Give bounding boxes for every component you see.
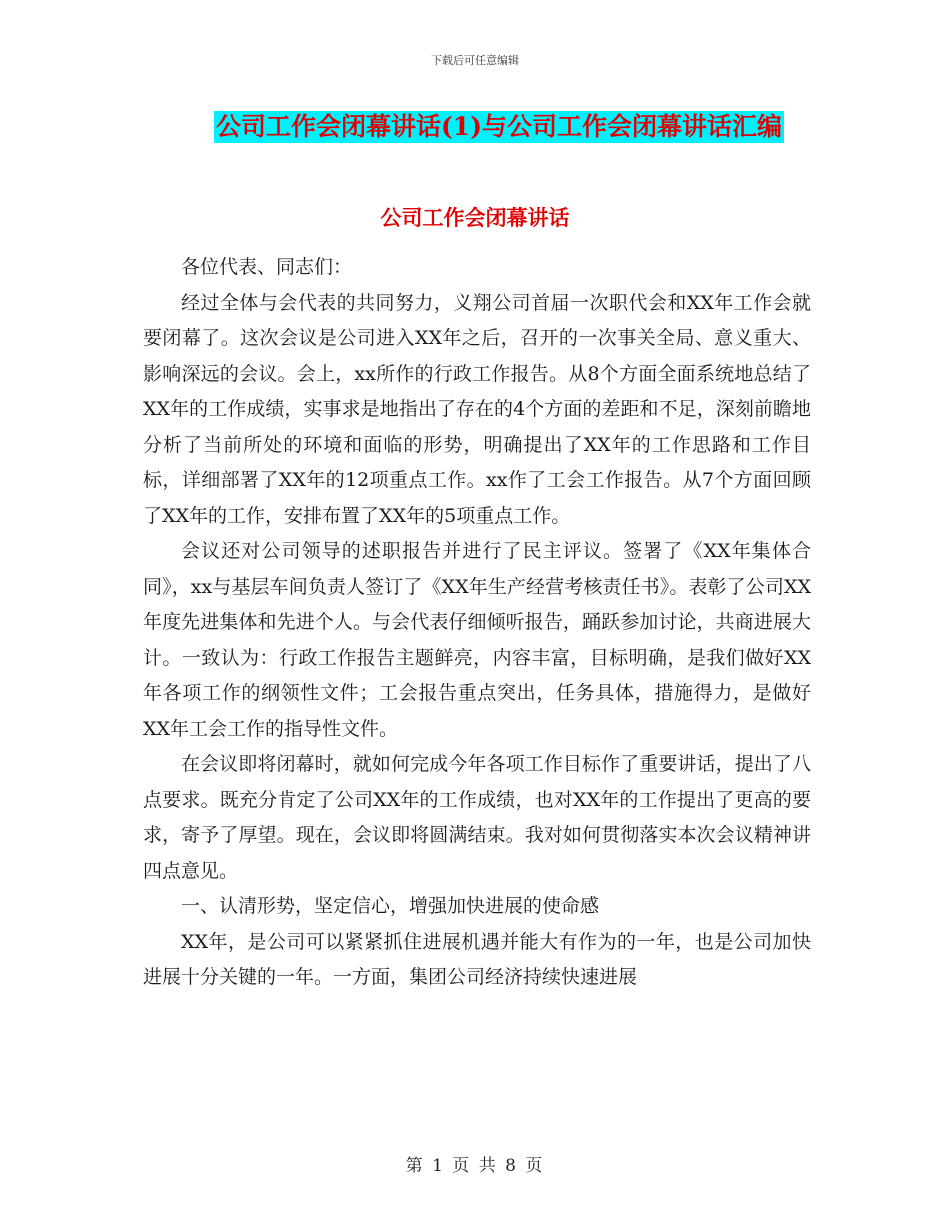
document-body bbox=[143, 250, 811, 996]
paragraph: XX年，是公司可以紧紧抓住进展机遇并能大有作为的一年，也是公司加快进展十分关键的一年。一方面，集团公司经济持续快速进展 bbox=[143, 930, 811, 988]
paragraph: 在会议即将闭幕时，就如何完成今年各项工作目标作了重要讲话，提出了八点要求。既充分肯定了公司XX年的工作成绩，也对XX年的工作提出了更高的要求，寄予了厚望。现在，会议即将圆满结束。我对如何贯彻落实本次会议精神讲四点意见。 bbox=[143, 753, 811, 882]
main-title-container bbox=[0, 111, 950, 143]
paragraph-salutation: 各位代表、同志们： bbox=[181, 256, 353, 278]
paragraph: 会议还对公司领导的述职报告并进行了民主评议。签署了《XX年集体合同》，xx与基层车间负责人签订了《XX年生产经营考核责任书》。表彰了公司XX年度先进集体和先进个人。与会代表仔细倾听报告，踊跃参加讨论，共商进展大计。一致认为：行政工作报告主题鲜亮，内容丰富，目标明确，是我们做好XX年各项工作的纲领性文件；工会报告重点突出，任务具体，措施得力，是做好XX年工会工作的指导性文件。 bbox=[143, 540, 811, 740]
paragraph-heading: 一、认清形势，坚定信心，增强加快进展的使命感 bbox=[181, 895, 600, 917]
main-title: 公司工作会闭幕讲话(1)与公司工作会闭幕讲话汇编 bbox=[215, 112, 783, 141]
paragraph: 经过全体与会代表的共同努力，义翔公司首届一次职代会和XX年工作会就要闭幕了。这次会议是公司进入XX年之后，召开的一次事关全局、意义重大、影响深远的会议。会上，xx所作的行政工作报告。从8个方面全面系统地总结了XX年的工作成绩，实事求是地指出了存在的4个方面的差距和不足，深刻前瞻地分析了当前所处的环境和面临的形势，明确提出了XX年的工作思路和工作目标，详细部署了XX年的12项重点工作。xx作了工会工作报告。从7个方面回顾了XX年的工作，安排布置了XX年的5项重点工作。 bbox=[143, 291, 811, 527]
page-header-note: 下载后可任意编辑 bbox=[431, 54, 519, 67]
page-number-footer: 第 1 页 共 8 页 bbox=[405, 1156, 545, 1176]
section-title: 公司工作会闭幕讲话 bbox=[380, 205, 570, 230]
